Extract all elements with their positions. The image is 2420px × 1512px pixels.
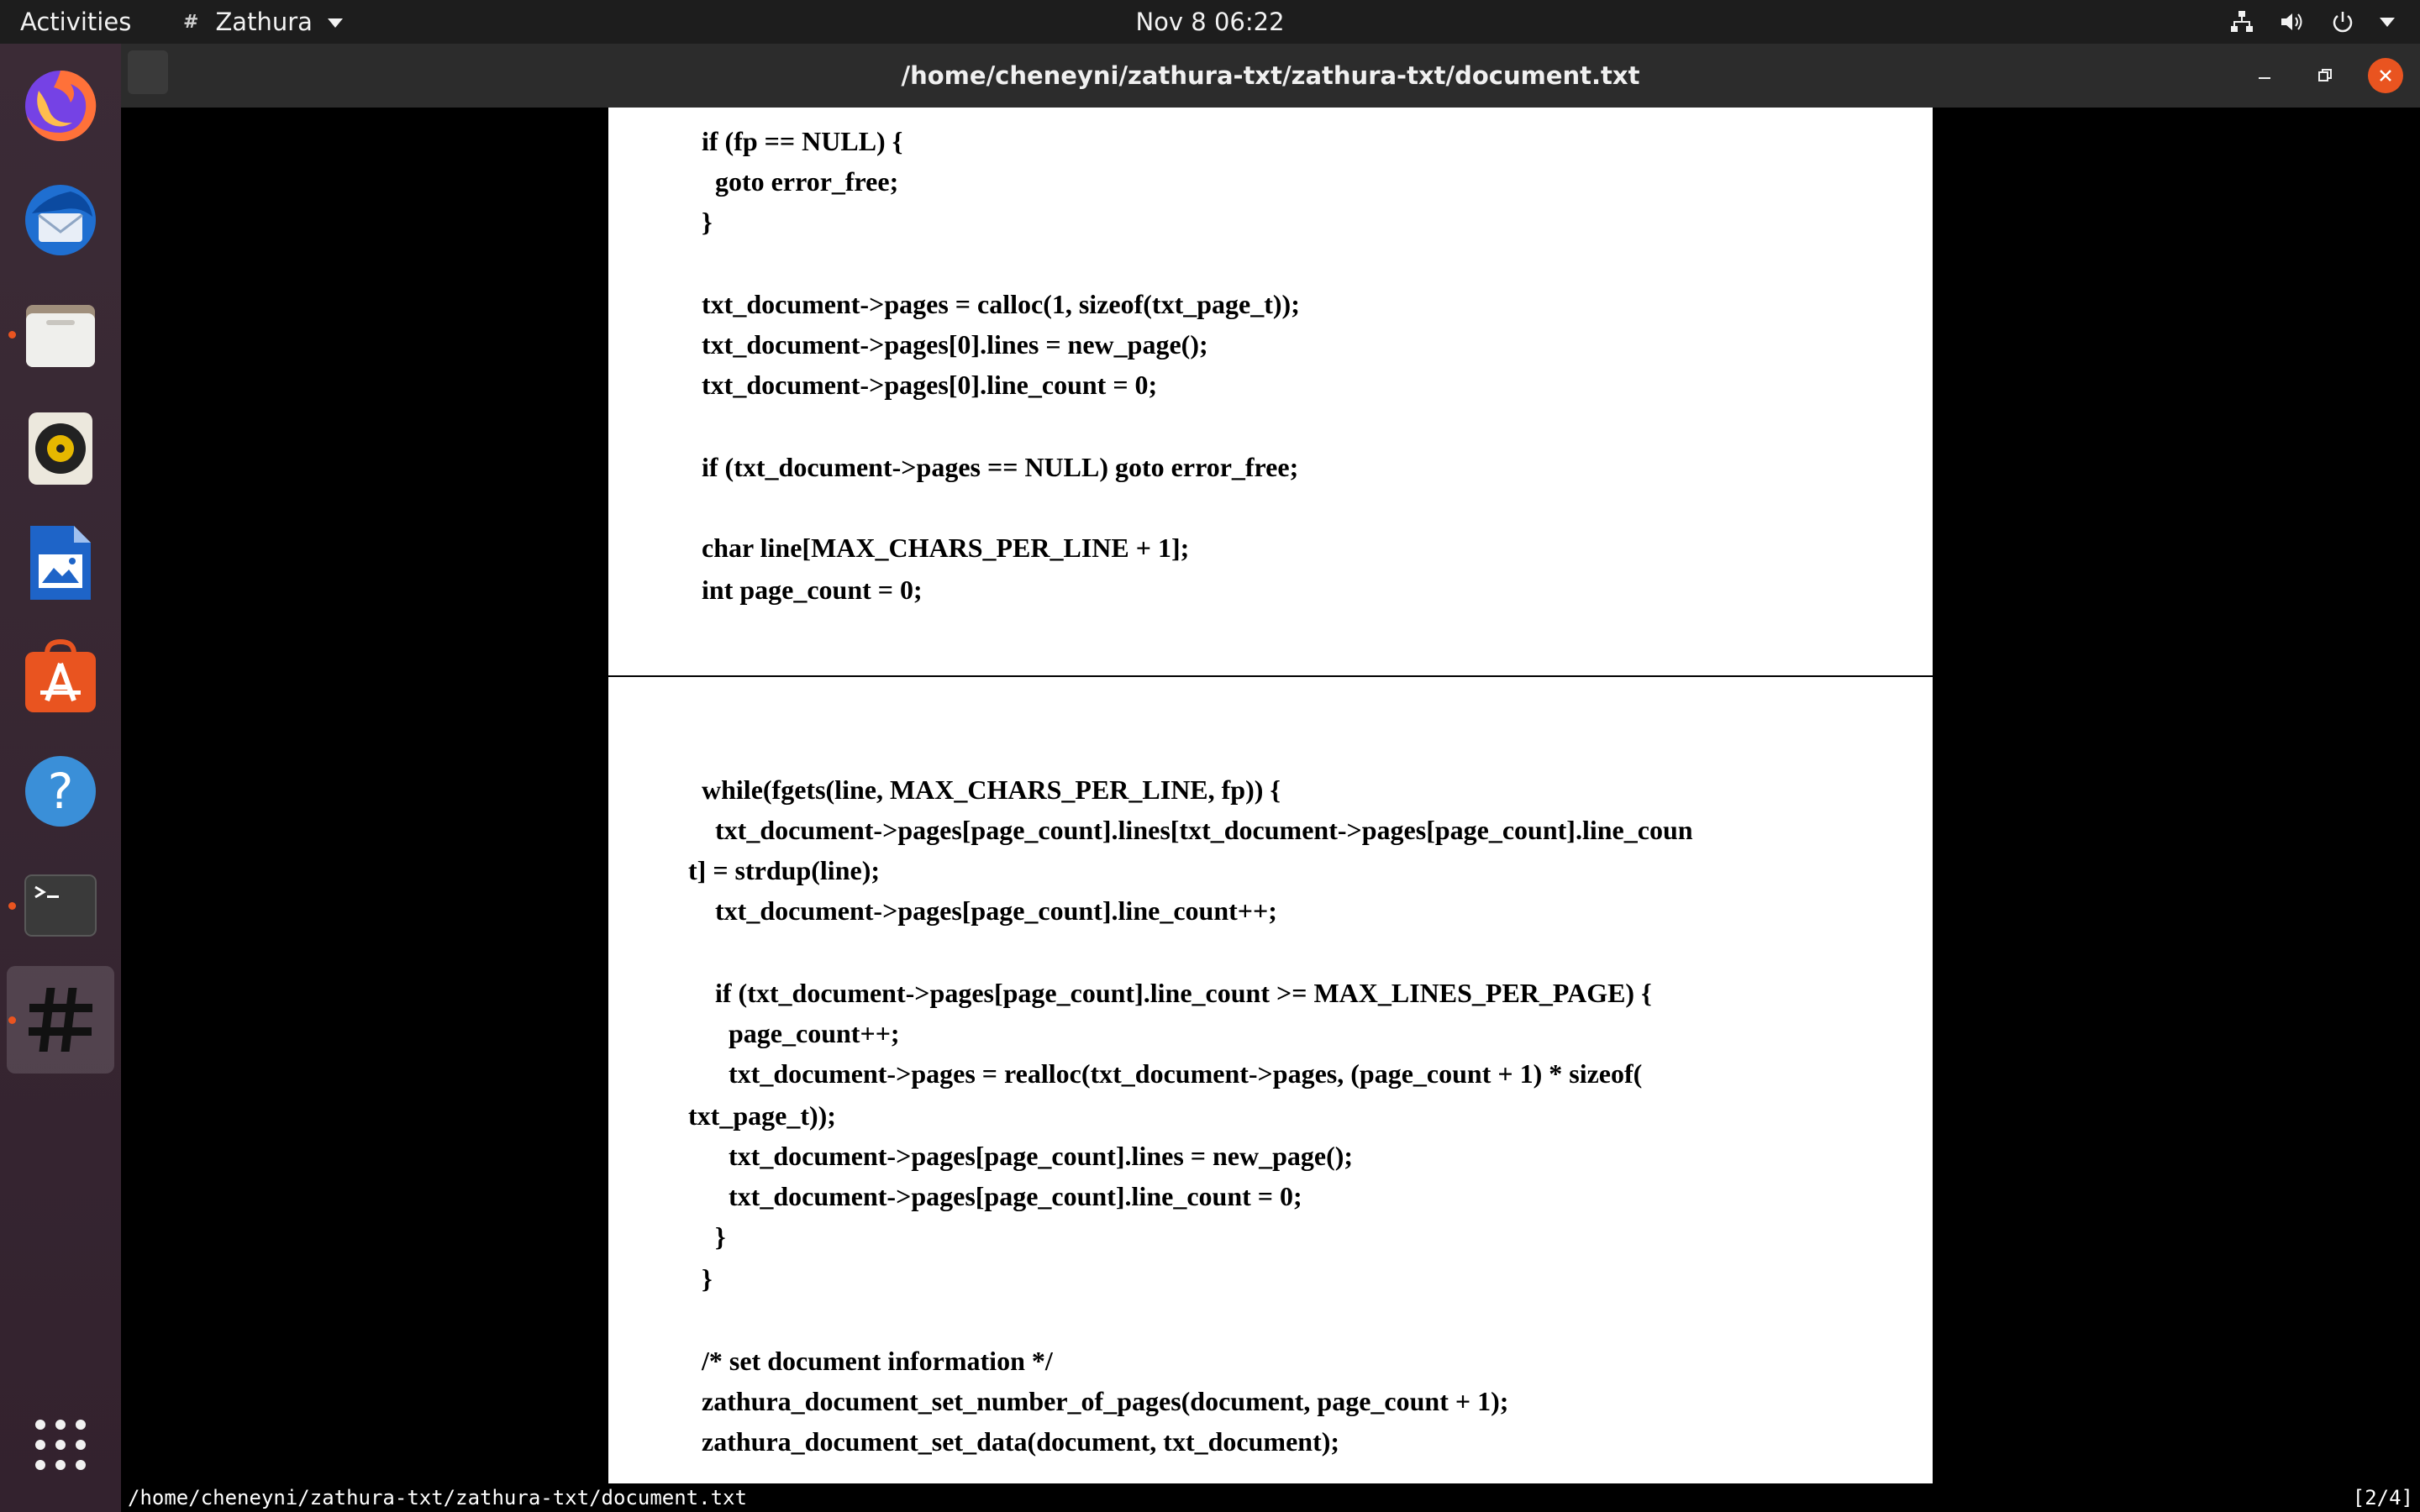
running-indicator bbox=[8, 331, 16, 339]
window-titlebar[interactable] bbox=[121, 44, 2420, 108]
document-page bbox=[608, 108, 1933, 675]
code-line: t] = strdup(line); bbox=[688, 855, 880, 885]
code-line: txt_document->pages[page_count].lines[txt_document->pages[page_count].line_coun bbox=[702, 815, 1693, 845]
code-line: int page_count = 0; bbox=[702, 575, 923, 605]
dock-zathura[interactable] bbox=[7, 966, 114, 1074]
dock-software[interactable] bbox=[7, 623, 114, 731]
minimize-icon bbox=[2256, 67, 2273, 84]
restore-icon bbox=[2317, 67, 2333, 84]
code-line: txt_page_t)); bbox=[688, 1100, 836, 1131]
code-line: txt_document->pages[page_count].line_count++; bbox=[702, 895, 1277, 926]
close-button[interactable] bbox=[2368, 58, 2403, 93]
code-line: goto error_free; bbox=[702, 166, 899, 197]
code-line: if (fp == NULL) { bbox=[702, 126, 903, 156]
dock-writer[interactable] bbox=[7, 509, 114, 617]
code-line: txt_document->pages[0].lines = new_page(); bbox=[702, 329, 1208, 360]
libreoffice-writer-icon bbox=[27, 522, 94, 603]
minimize-button[interactable] bbox=[2247, 58, 2282, 93]
clock[interactable]: Nov 8 06:22 bbox=[1135, 8, 1285, 36]
close-icon bbox=[2377, 67, 2394, 84]
software-center-icon bbox=[22, 638, 99, 716]
app-menu-label: Zathura bbox=[215, 8, 313, 36]
code-line: txt_document->pages = realloc(txt_document->pages, (page_count + 1) * sizeof( bbox=[702, 1058, 1643, 1089]
files-icon bbox=[23, 297, 98, 372]
dock-files[interactable] bbox=[7, 281, 114, 388]
code-line: if (txt_document->pages == NULL) goto error_free; bbox=[702, 452, 1299, 482]
chevron-down-icon[interactable] bbox=[2380, 18, 2395, 27]
status-bar bbox=[121, 1483, 2420, 1512]
svg-text:?: ? bbox=[47, 763, 74, 820]
code-line: txt_document->pages = calloc(1, sizeof(txt_page_t)); bbox=[702, 289, 1300, 319]
dock-terminal[interactable] bbox=[7, 852, 114, 959]
dock-thunderbird[interactable] bbox=[7, 166, 114, 274]
code-line: while(fgets(line, MAX_CHARS_PER_LINE, fp)) { bbox=[702, 774, 1281, 805]
code-line: } bbox=[702, 207, 713, 237]
running-indicator bbox=[8, 1016, 16, 1024]
rhythmbox-icon bbox=[25, 411, 96, 486]
firefox-icon bbox=[20, 66, 101, 146]
status-file-path: /home/cheneyni/zathura-txt/zathura-txt/document.txt bbox=[128, 1486, 747, 1509]
code-line: txt_document->pages[page_count].line_count = 0; bbox=[702, 1181, 1302, 1211]
power-icon[interactable] bbox=[2329, 8, 2356, 35]
show-apps-icon bbox=[34, 1418, 87, 1472]
help-icon bbox=[22, 753, 99, 830]
page-indicator: [2/4] bbox=[2352, 1486, 2413, 1509]
top-bar bbox=[0, 0, 2420, 44]
code-line: zathura_document_set_data(document, txt_document); bbox=[702, 1426, 1340, 1457]
app-menu[interactable] bbox=[183, 0, 343, 44]
code-line: txt_document->pages[0].line_count = 0; bbox=[702, 370, 1158, 400]
dock-firefox[interactable] bbox=[7, 52, 114, 160]
activities-button[interactable]: Activities bbox=[20, 8, 132, 36]
code-line: zathura_document_set_number_of_pages(document, page_count + 1); bbox=[702, 1386, 1509, 1416]
code-line: /* set document information */ bbox=[702, 1346, 1053, 1376]
dock bbox=[0, 44, 121, 1512]
system-tray[interactable] bbox=[2228, 0, 2395, 44]
chevron-down-icon bbox=[328, 18, 343, 28]
code-line: } bbox=[702, 1221, 726, 1252]
dock-help[interactable] bbox=[7, 738, 114, 845]
code-line: page_count++; bbox=[702, 1018, 900, 1048]
volume-icon[interactable] bbox=[2279, 8, 2306, 35]
document-viewer[interactable] bbox=[121, 108, 2420, 1483]
running-indicator bbox=[8, 902, 16, 910]
thunderbird-icon bbox=[20, 180, 101, 260]
zathura-icon bbox=[29, 988, 92, 1052]
maximize-button[interactable] bbox=[2307, 58, 2343, 93]
code-line: if (txt_document->pages[page_count].line_count >= MAX_LINES_PER_PAGE) { bbox=[702, 978, 1652, 1008]
code-line: char line[MAX_CHARS_PER_LINE + 1]; bbox=[702, 533, 1190, 563]
window-controls bbox=[2247, 44, 2403, 108]
window-title: /home/cheneyni/zathura-txt/zathura-txt/document.txt bbox=[901, 61, 1640, 90]
dock-show-apps[interactable] bbox=[7, 1403, 114, 1487]
document-page bbox=[608, 677, 1933, 1483]
dock-rhythmbox[interactable] bbox=[7, 395, 114, 502]
zathura-small-icon: # bbox=[183, 11, 199, 33]
network-icon[interactable] bbox=[2228, 8, 2255, 35]
terminal-icon bbox=[24, 874, 97, 937]
code-line: txt_document->pages[page_count].lines = new_page(); bbox=[702, 1141, 1354, 1171]
code-line: } bbox=[702, 1263, 713, 1294]
clock-container bbox=[0, 0, 2420, 44]
